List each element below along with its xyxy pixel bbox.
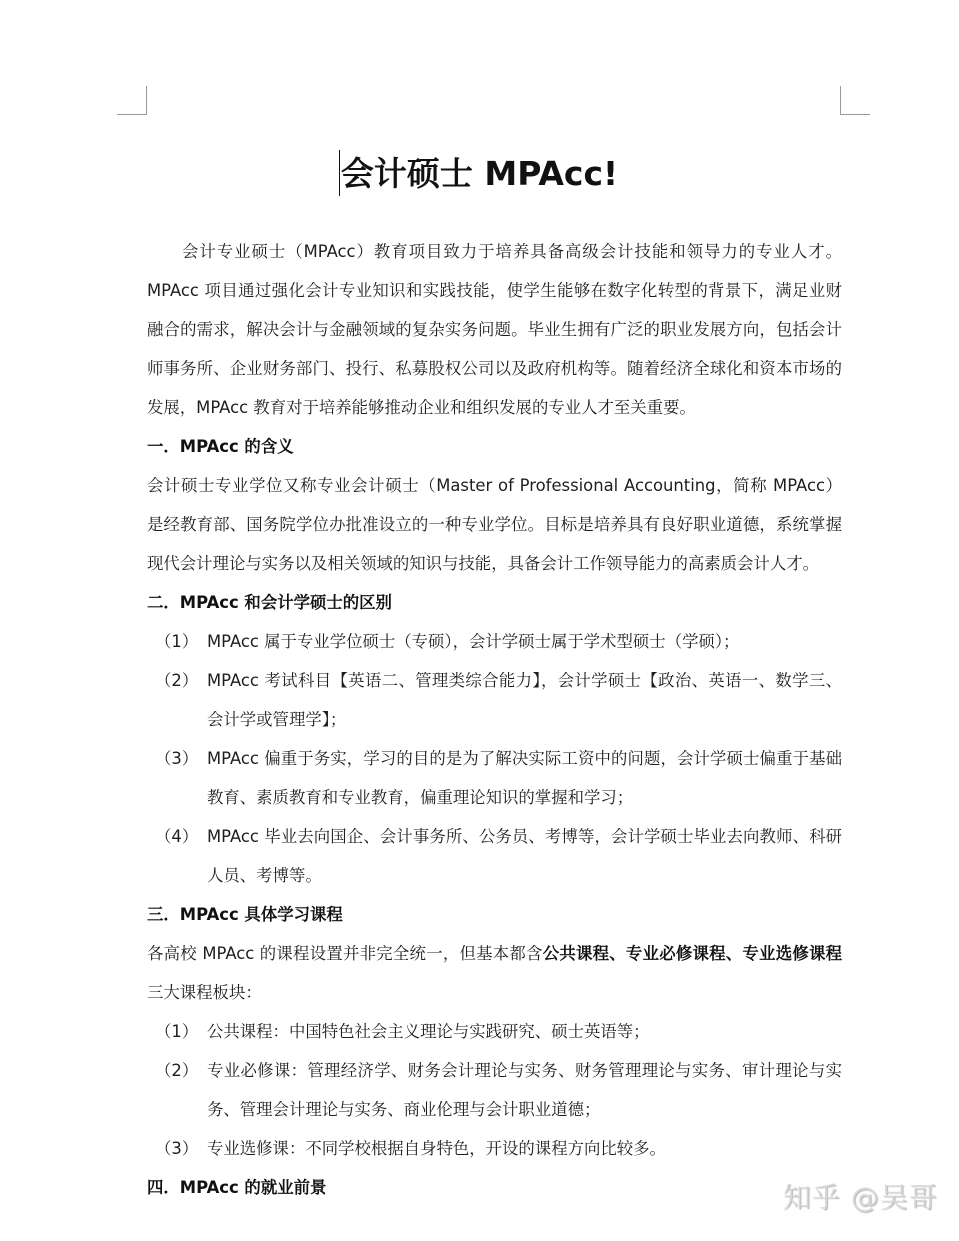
list-number: （3） xyxy=(155,1139,199,1158)
section-3-paragraph xyxy=(147,934,842,1012)
section-1-paragraph: 会计硕士专业学位又称专业会计硕士（Master of Professional Accounting，简称 MPAcc）是经教育部、国务院学位办批准设立的一种专业学位。目标是培养具有良好职业道德，系统掌握现代会计理论与实务以及相关领域的知识与技能，具备会计工作领导能力的高素质会计人才。 xyxy=(147,476,842,573)
list-text: MPAcc 毕业去向国企、会计事务所、公务员、考博等，会计学硕士毕业去向教师、科研人员、考博等。 xyxy=(207,827,842,885)
paragraph-text: 各高校 MPAcc 的课程设置并非完全统一，但基本都含 xyxy=(147,944,543,963)
list-text: MPAcc 偏重于务实，学习的目的是为了解决实际工资中的问题，会计学硕士偏重于基础教育、素质教育和专业教育，偏重理论知识的掌握和学习； xyxy=(207,749,842,807)
paragraph-bold-text: 公共课程、专业必修课程、专业选修课程 xyxy=(542,944,843,963)
watermark: 知乎 @吴哥 xyxy=(783,1181,938,1214)
intro-paragraph: 会计专业硕士（MPAcc）教育项目致力于培养具备高级会计技能和领导力的专业人才。MPAcc 项目通过强化会计专业知识和实践技能，使学生能够在数字化转型的背景下，满足业财融合的需求，解决会计与金融领域的复杂实务问题。毕业生拥有广泛的职业发展方向，包括会计师事务所、企业财务部门、投行、私募股权公司以及政府机构等。随着经济全球化和资本市场的发展，MPAcc 教育对于培养能够推动企业和组织发展的专业人才至关重要。 xyxy=(147,242,842,417)
section-heading-2: 二．MPAcc 和会计学硕士的区别 xyxy=(147,593,392,612)
title-text[interactable]: 会计硕士 MPAcc! xyxy=(340,154,619,193)
text-cursor xyxy=(339,150,340,196)
list-number: （1） xyxy=(155,632,199,651)
paragraph-text: 三大课程板块： xyxy=(147,983,262,1002)
list-number: （2） xyxy=(155,1061,199,1080)
list-item xyxy=(147,1051,842,1129)
section-heading-1: 一．MPAcc 的含义 xyxy=(147,437,294,456)
section-heading-4: 四．MPAcc 的就业前景 xyxy=(147,1178,327,1197)
document-body[interactable] xyxy=(147,232,842,1207)
list-item xyxy=(147,817,842,895)
list-text: MPAcc 属于专业学位硕士（专硕），会计学硕士属于学术型硕士（学硕）； xyxy=(207,632,740,651)
list-number: （1） xyxy=(155,1022,199,1041)
list-text: 专业选修课：不同学校根据自身特色，开设的课程方向比较多。 xyxy=(207,1139,666,1158)
list-item xyxy=(147,1129,842,1168)
list-item xyxy=(147,622,842,661)
crop-mark-top-right xyxy=(840,86,870,115)
section-heading-3: 三．MPAcc 具体学习课程 xyxy=(147,905,343,924)
list-number: （4） xyxy=(155,827,199,846)
list-text: 专业必修课：管理经济学、财务会计理论与实务、财务管理理论与实务、审计理论与实务、管理会计理论与实务、商业伦理与会计职业道德； xyxy=(207,1061,842,1119)
crop-mark-top-left xyxy=(117,86,147,115)
list-number: （3） xyxy=(155,749,199,768)
list-item xyxy=(147,739,842,817)
document-title xyxy=(0,148,959,200)
list-item xyxy=(147,1012,842,1051)
list-item xyxy=(147,661,842,739)
list-text: 公共课程：中国特色社会主义理论与实践研究、硕士英语等； xyxy=(207,1022,650,1041)
list-text: MPAcc 考试科目【英语二、管理类综合能力】，会计学硕士【政治、英语一、数学三、会计学或管理学】； xyxy=(207,671,842,729)
list-number: （2） xyxy=(155,671,199,690)
